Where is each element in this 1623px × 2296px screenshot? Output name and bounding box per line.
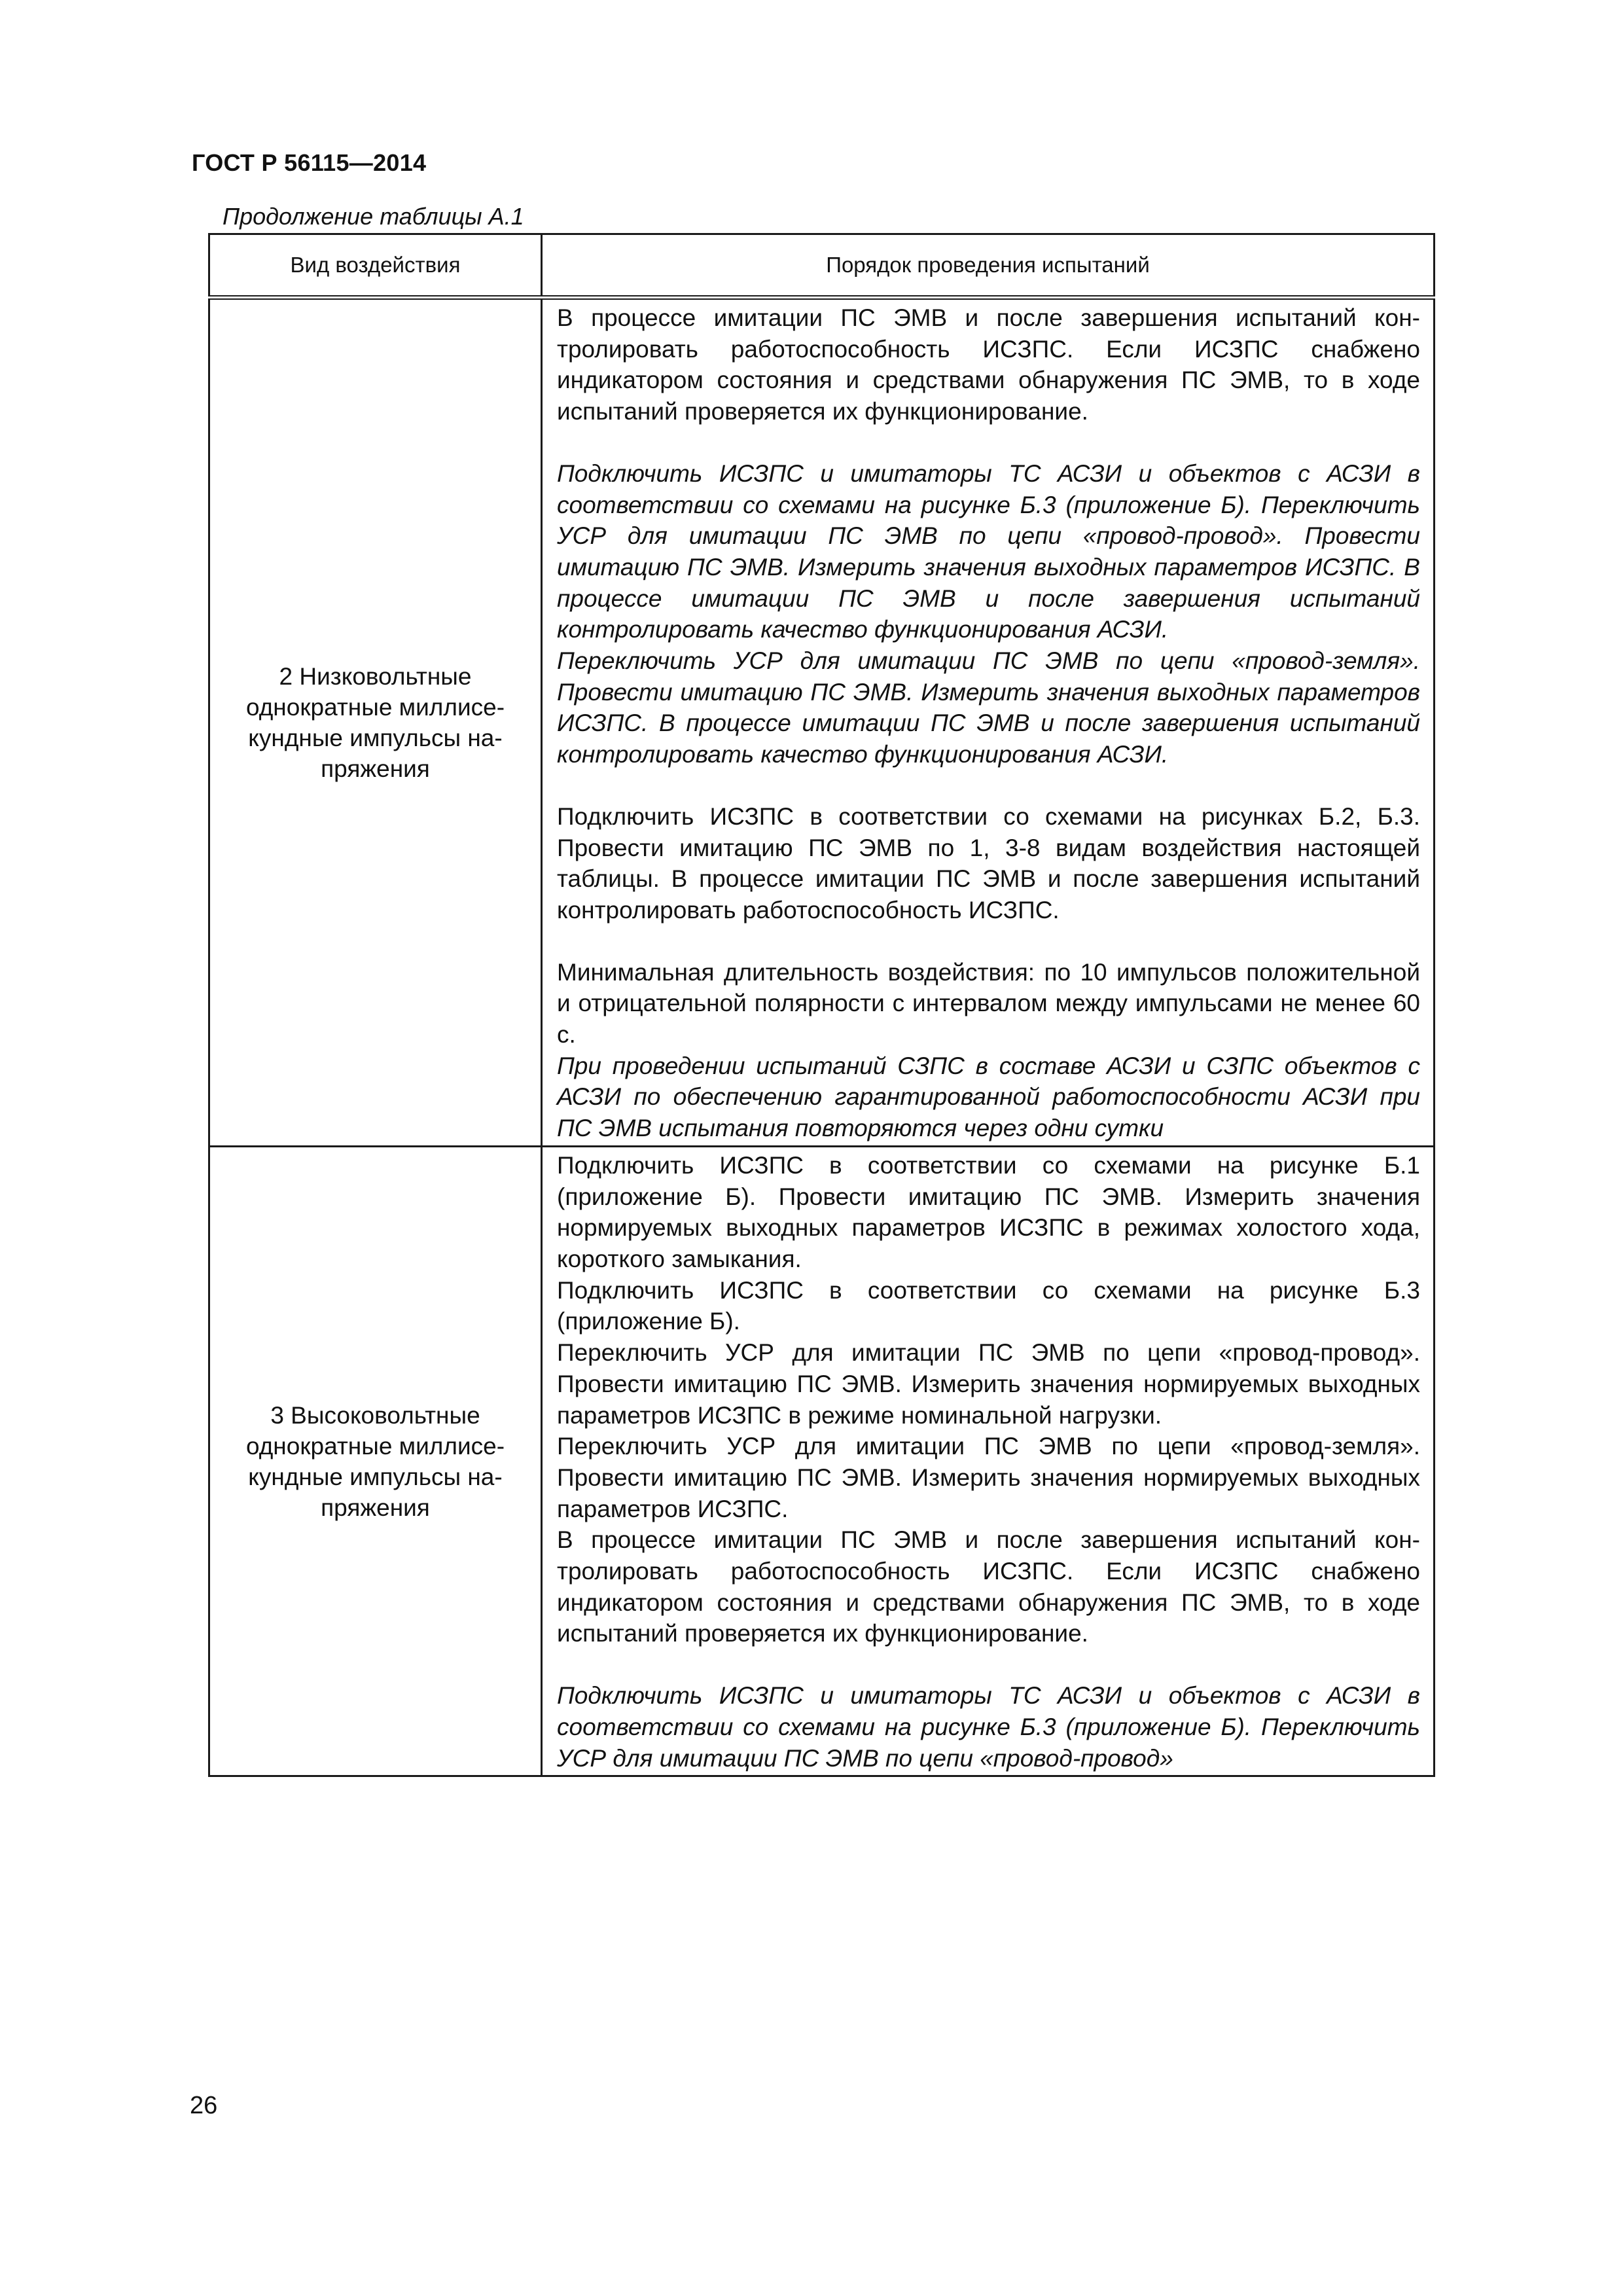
procedure-paragraph: Переключить УСР для имитации ПС ЭМВ по цепи «провод-земля». Провести имитацию ПС ЭМВ. Измерить значения выходных параметров ИСЗПС. В процессе имитации ПС ЭМВ и после завершения испытаний контролировать качество функционирования АСЗИ.: [557, 647, 1420, 768]
page-number: 26: [190, 2092, 218, 2119]
table-row: [209, 298, 1435, 1147]
procedure-paragraph: Подключить ИСЗПС в соответствии со схемами на рисунке Б.1 (приложение Б). Провести имитацию ПС ЭМВ. Измерить значения нормируемых выходных параметров ИСЗПС в режимах холостого хода, короткого замыкания.: [557, 1151, 1420, 1272]
procedure-paragraph: Подключить ИСЗПС и имитаторы ТС АСЗИ и объектов с АСЗИ в соответствии со схемами на рисунке Б.3 (приложение Б). Переключить УСР для имитации ПС ЭМВ по цепи «провод-провод». Провести имитацию ПС ЭМВ. Измерить значения выходных параметров ИСЗПС. В процессе имитации ПС ЭМВ и после завершения испытаний контролировать качество функционирования АСЗИ.: [557, 459, 1420, 643]
table-caption: Продолжение таблицы А.1: [223, 203, 524, 230]
document-id: ГОСТ Р 56115—2014: [192, 149, 427, 176]
table-row: [209, 1146, 1435, 1776]
column-header-kind: Вид воздействия: [209, 234, 542, 298]
procedure-cell: [542, 298, 1435, 1147]
impact-kind-cell: 2 Низковольтные однократные миллисекундные импульсы напряжения: [209, 298, 542, 1147]
procedure-paragraph: В процессе имитации ПС ЭМВ и после завершения испытаний контролировать работоспособность ИСЗПС. Если ИСЗПС снабжено индикатором состояния и средствами обнаружения ПС ЭМВ, то в ходе испытаний проверяется их функционирование.: [557, 304, 1420, 425]
procedure-paragraph: В процессе имитации ПС ЭМВ и после завершения испытаний контролировать работоспособность ИСЗПС. Если ИСЗПС снабжено индикатором состояния и средствами обнаружения ПС ЭМВ, то в ходе испытаний проверяется их функционирование.: [557, 1526, 1420, 1647]
procedure-paragraph: Минимальная длительность воздействия: по 10 импульсов положительной и отрицательной полярности с интервалом между импульсами не менее 60 с.: [557, 958, 1420, 1049]
table-header-row: [209, 234, 1435, 298]
column-header-procedure: Порядок проведения испытаний: [542, 234, 1435, 298]
procedure-paragraph: При проведении испытаний СЗПС в составе АСЗИ и СЗПС объектов с АСЗИ по обеспечению гарантированной работоспособности АСЗИ при ПС ЭМВ испытания повторяются через одни сутки: [557, 1052, 1420, 1142]
impact-kind-cell: 3 Высоковольтные однократные миллисекундные импульсы напряжения: [209, 1146, 542, 1776]
test-procedure-table: [208, 233, 1435, 1777]
procedure-cell: [542, 1146, 1435, 1776]
procedure-paragraph: Подключить ИСЗПС в соответствии со схемами на рисунках Б.2, Б.3. Провести имитацию ПС ЭМВ по 1, 3-8 видам воздействия настоящей таблицы. В процессе имитации ПС ЭМВ и после завершения испытаний контролировать работоспособность ИСЗПС.: [557, 802, 1420, 924]
procedure-paragraph: Подключить ИСЗПС в соответствии со схемами на рисунке Б.3 (приложение Б).: [557, 1276, 1420, 1335]
procedure-paragraph: Подключить ИСЗПС и имитаторы ТС АСЗИ и объектов с АСЗИ в соответствии со схемами на рисунке Б.3 (приложение Б). Переключить УСР для имитации ПС ЭМВ по цепи «провод-провод»: [557, 1682, 1420, 1772]
procedure-paragraph: Переключить УСР для имитации ПС ЭМВ по цепи «провод-земля». Провести имитацию ПС ЭМВ. Измерить значения нормируемых выходных параметров ИСЗПС.: [557, 1433, 1420, 1522]
procedure-paragraph: Переключить УСР для имитации ПС ЭМВ по цепи «провод-провод». Провести имитацию ПС ЭМВ. Измерить значения нормируемых выходных параметров ИСЗПС в режиме номинальной нагрузки.: [557, 1339, 1420, 1429]
